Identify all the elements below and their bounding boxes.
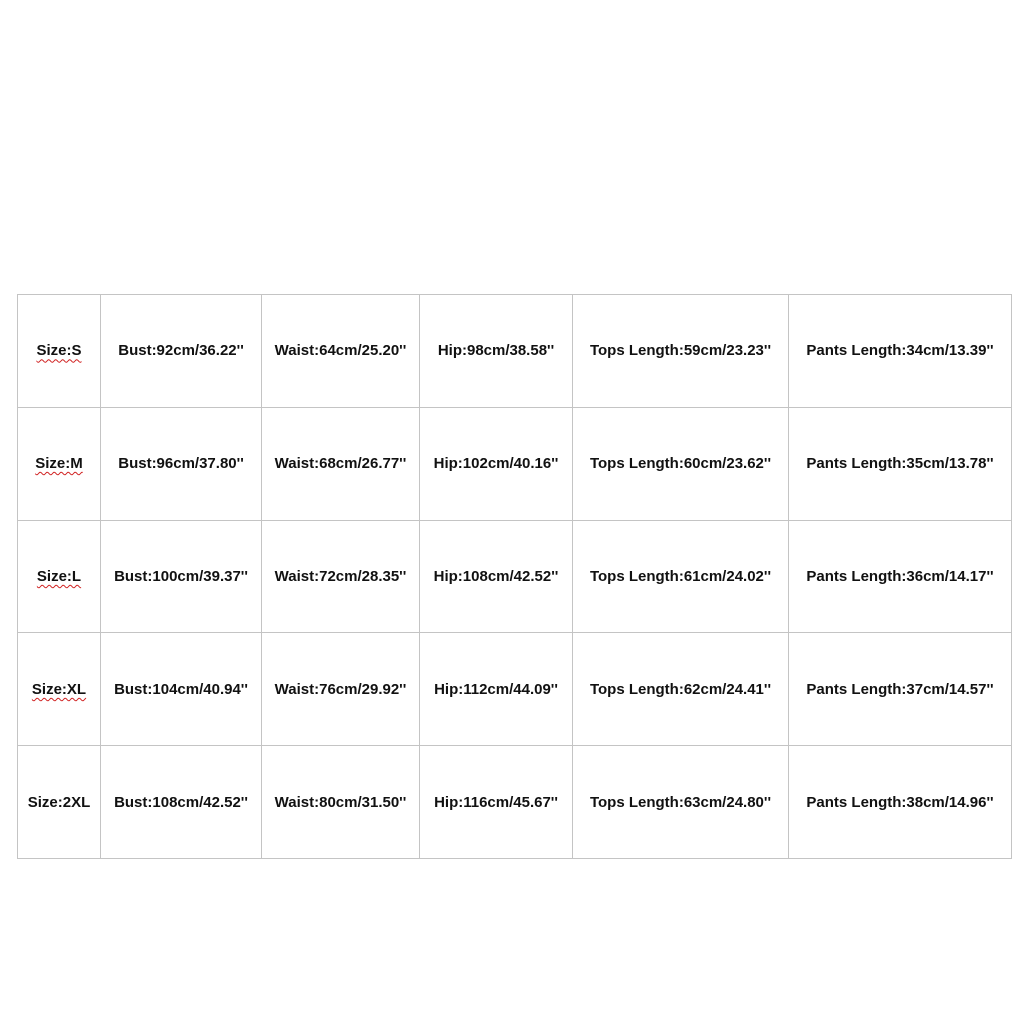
size-label: Size:L: [36, 567, 82, 585]
bust-cell: Bust:100cm/39.37'': [101, 520, 262, 633]
hip-cell: Hip:112cm/44.09'': [420, 633, 573, 746]
bust-cell: Bust:92cm/36.22'': [101, 295, 262, 408]
size-cell: [18, 295, 101, 408]
waist-cell: Waist:68cm/26.77'': [262, 407, 420, 520]
size-cell: [18, 633, 101, 746]
size-cell: [18, 520, 101, 633]
hip-cell: Hip:116cm/45.67'': [420, 746, 573, 859]
size-label: Size:S: [36, 342, 82, 360]
table-row: [18, 746, 1012, 859]
size-label: Size:M: [35, 455, 83, 473]
size-label: Size:2XL: [27, 793, 91, 811]
bust-cell: Bust:108cm/42.52'': [101, 746, 262, 859]
pants-length-cell: Pants Length:35cm/13.78'': [789, 407, 1012, 520]
tops-length-cell: Tops Length:60cm/23.62'': [573, 407, 789, 520]
pants-length-cell: Pants Length:34cm/13.39'': [789, 295, 1012, 408]
pants-length-cell: Pants Length:38cm/14.96'': [789, 746, 1012, 859]
pants-length-cell: Pants Length:36cm/14.17'': [789, 520, 1012, 633]
table-row: [18, 520, 1012, 633]
size-chart-table: [17, 294, 1012, 859]
table-row: [18, 295, 1012, 408]
table-row: [18, 633, 1012, 746]
bust-cell: Bust:104cm/40.94'': [101, 633, 262, 746]
pants-length-cell: Pants Length:37cm/14.57'': [789, 633, 1012, 746]
hip-cell: Hip:98cm/38.58'': [420, 295, 573, 408]
tops-length-cell: Tops Length:63cm/24.80'': [573, 746, 789, 859]
waist-cell: Waist:72cm/28.35'': [262, 520, 420, 633]
tops-length-cell: Tops Length:61cm/24.02'': [573, 520, 789, 633]
size-label: Size:XL: [31, 680, 87, 698]
waist-cell: Waist:76cm/29.92'': [262, 633, 420, 746]
waist-cell: Waist:80cm/31.50'': [262, 746, 420, 859]
hip-cell: Hip:102cm/40.16'': [420, 407, 573, 520]
size-cell: [18, 407, 101, 520]
waist-cell: Waist:64cm/25.20'': [262, 295, 420, 408]
table-row: [18, 407, 1012, 520]
bust-cell: Bust:96cm/37.80'': [101, 407, 262, 520]
hip-cell: Hip:108cm/42.52'': [420, 520, 573, 633]
tops-length-cell: Tops Length:59cm/23.23'': [573, 295, 789, 408]
tops-length-cell: Tops Length:62cm/24.41'': [573, 633, 789, 746]
size-chart-body: [18, 295, 1012, 859]
size-cell: [18, 746, 101, 859]
